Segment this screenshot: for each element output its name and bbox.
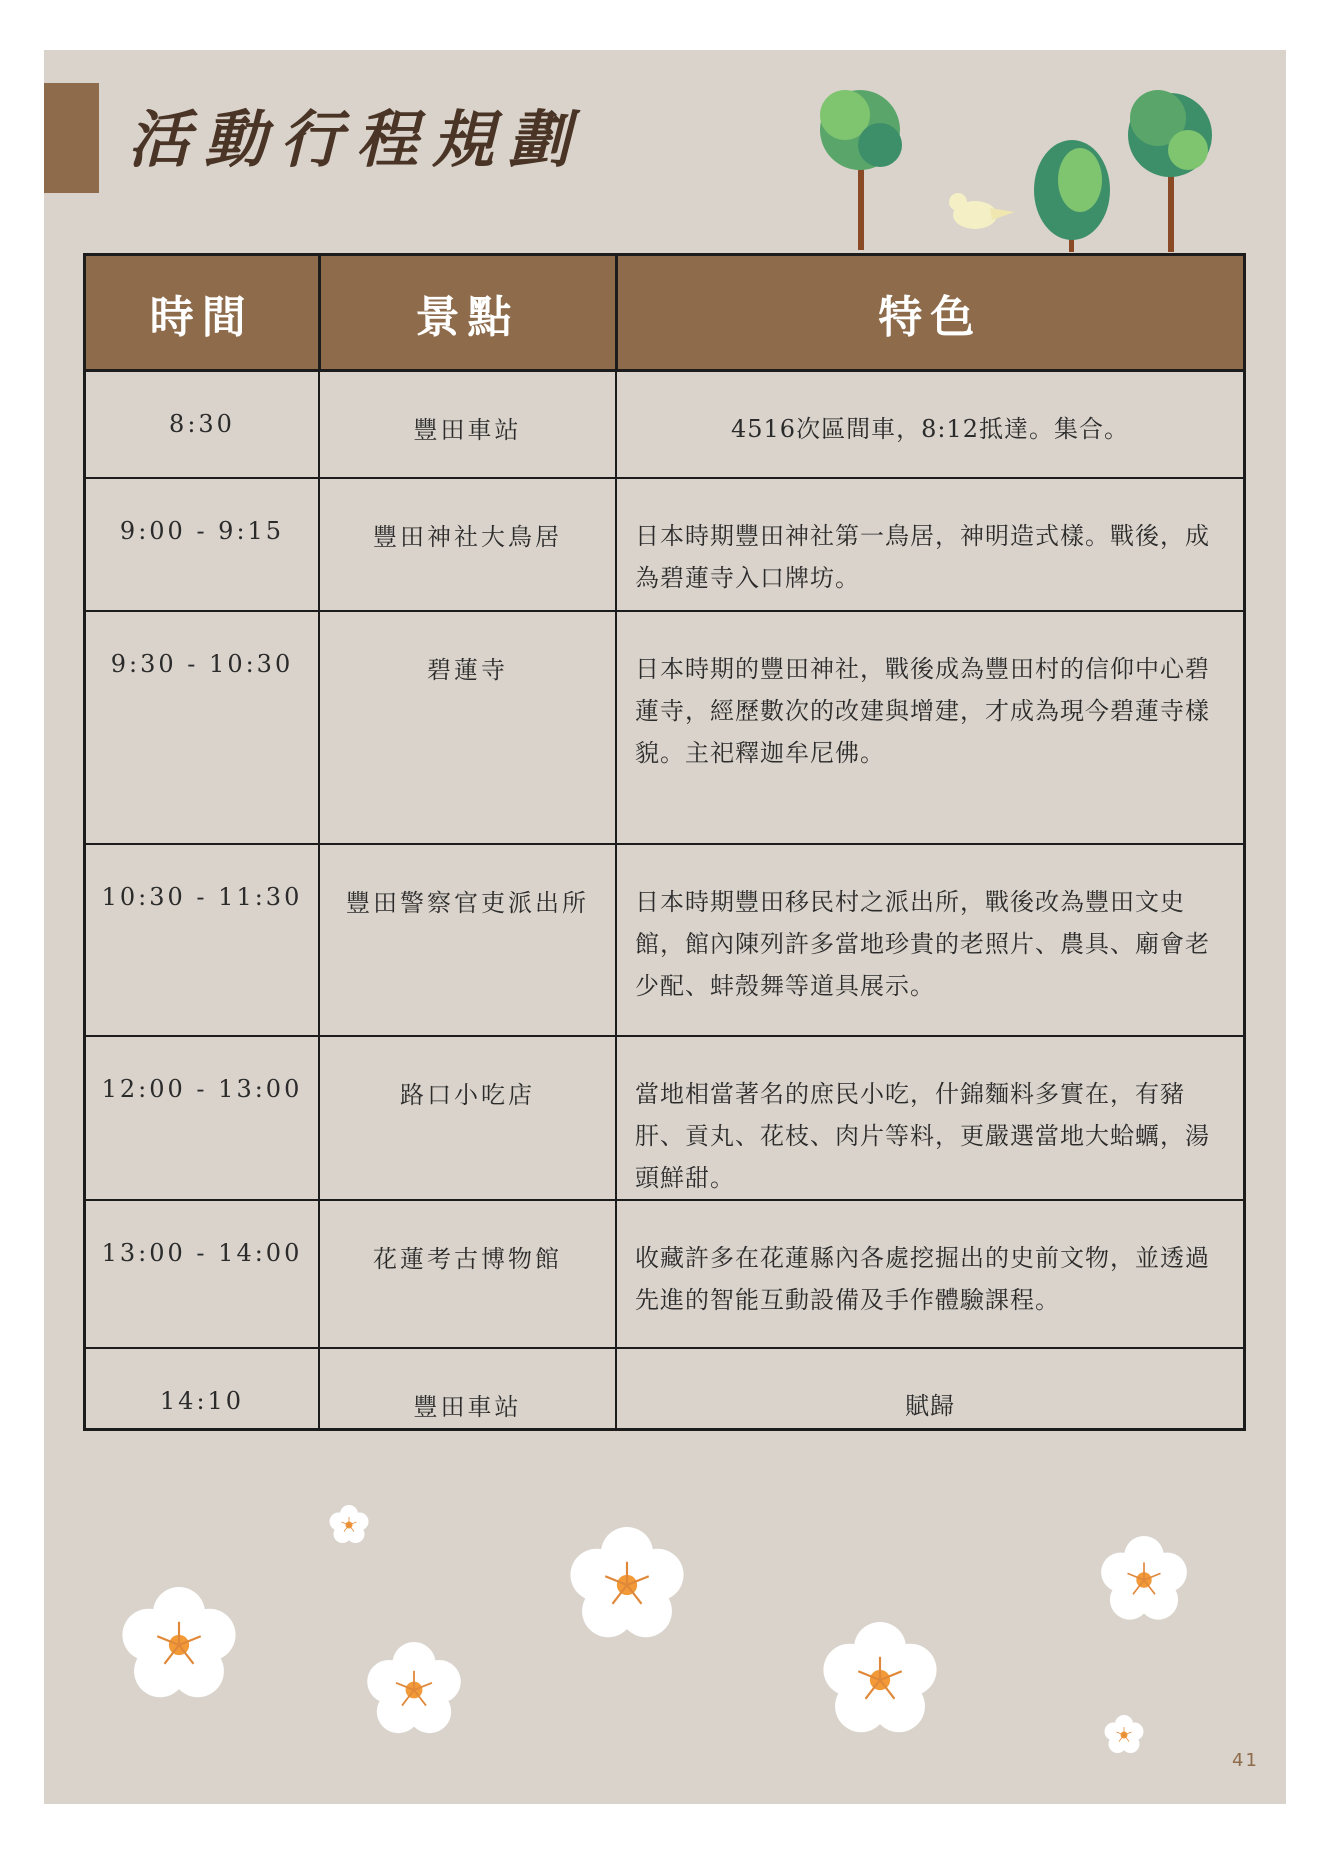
row-feature: 4516次區間車，8:12抵達。集合。 bbox=[616, 371, 1243, 478]
flower-icon bbox=[1101, 1536, 1187, 1620]
flowers-decoration bbox=[44, 1480, 1286, 1760]
row-time: 10:30 - 11:30 bbox=[86, 844, 319, 1036]
flower-icon bbox=[367, 1642, 461, 1733]
row-time: 8:30 bbox=[86, 371, 319, 478]
header-time: 時間 bbox=[86, 256, 319, 371]
row-time: 12:00 - 13:00 bbox=[86, 1036, 319, 1200]
page-title: 活動行程規劃 bbox=[128, 103, 585, 176]
row-spot: 花蓮考古博物館 bbox=[319, 1200, 616, 1348]
flower-icon bbox=[122, 1587, 235, 1697]
flower-icon bbox=[570, 1527, 683, 1637]
table-header-row bbox=[86, 256, 1243, 371]
row-spot: 路口小吃店 bbox=[319, 1036, 616, 1200]
table-row bbox=[86, 478, 1243, 611]
row-spot: 豐田車站 bbox=[319, 371, 616, 478]
row-feature: 日本時期豐田神社第一鳥居，神明造式樣。戰後，成為碧蓮寺入口牌坊。 bbox=[616, 478, 1243, 611]
row-feature: 當地相當著名的庶民小吃，什錦麵料多實在，有豬肝、貢丸、花枝、肉片等料，更嚴選當地大蛤蠣，湯頭鮮甜。 bbox=[616, 1036, 1243, 1200]
header-feature: 特色 bbox=[616, 256, 1243, 371]
table-row bbox=[86, 1348, 1243, 1429]
table-row bbox=[86, 1200, 1243, 1348]
row-feature: 賦歸 bbox=[905, 1391, 955, 1420]
tree-icon bbox=[1034, 140, 1110, 252]
title-accent-bar bbox=[44, 83, 99, 193]
row-feature: 日本時期豐田移民村之派出所，戰後改為豐田文史館，館內陳列許多當地珍貴的老照片、農具、廟會老少配、蚌殼舞等道具展示。 bbox=[616, 844, 1243, 1036]
table-row bbox=[86, 844, 1243, 1036]
itinerary-table bbox=[83, 253, 1246, 1431]
flower-icon bbox=[1105, 1715, 1144, 1753]
row-spot: 豐田車站 bbox=[319, 1348, 616, 1429]
trees-decoration bbox=[790, 80, 1250, 255]
tree-icon bbox=[1128, 90, 1212, 252]
page-number: 41 bbox=[1232, 1750, 1259, 1771]
row-time: 9:30 - 10:30 bbox=[86, 611, 319, 844]
tree-icon bbox=[820, 90, 902, 250]
header-spot: 景點 bbox=[319, 256, 616, 371]
table-row bbox=[86, 1036, 1243, 1200]
row-spot: 碧蓮寺 bbox=[319, 611, 616, 844]
row-feature: 收藏許多在花蓮縣內各處挖掘出的史前文物，並透過先進的智能互動設備及手作體驗課程。 bbox=[616, 1200, 1243, 1348]
table-row bbox=[86, 611, 1243, 844]
flower-icon bbox=[330, 1505, 369, 1543]
table-row bbox=[86, 371, 1243, 478]
row-feature: 日本時期的豐田神社，戰後成為豐田村的信仰中心碧蓮寺，經歷數次的改建與增建，才成為現今碧蓮寺樣貌。主祀釋迦牟尼佛。 bbox=[616, 611, 1243, 844]
row-time: 9:00 - 9:15 bbox=[86, 478, 319, 611]
bird-icon bbox=[949, 193, 1015, 229]
row-time: 14:10 bbox=[86, 1348, 319, 1429]
row-spot: 豐田神社大鳥居 bbox=[319, 478, 616, 611]
row-time: 13:00 - 14:00 bbox=[86, 1200, 319, 1348]
row-spot: 豐田警察官吏派出所 bbox=[319, 844, 616, 1036]
flower-icon bbox=[823, 1622, 936, 1732]
